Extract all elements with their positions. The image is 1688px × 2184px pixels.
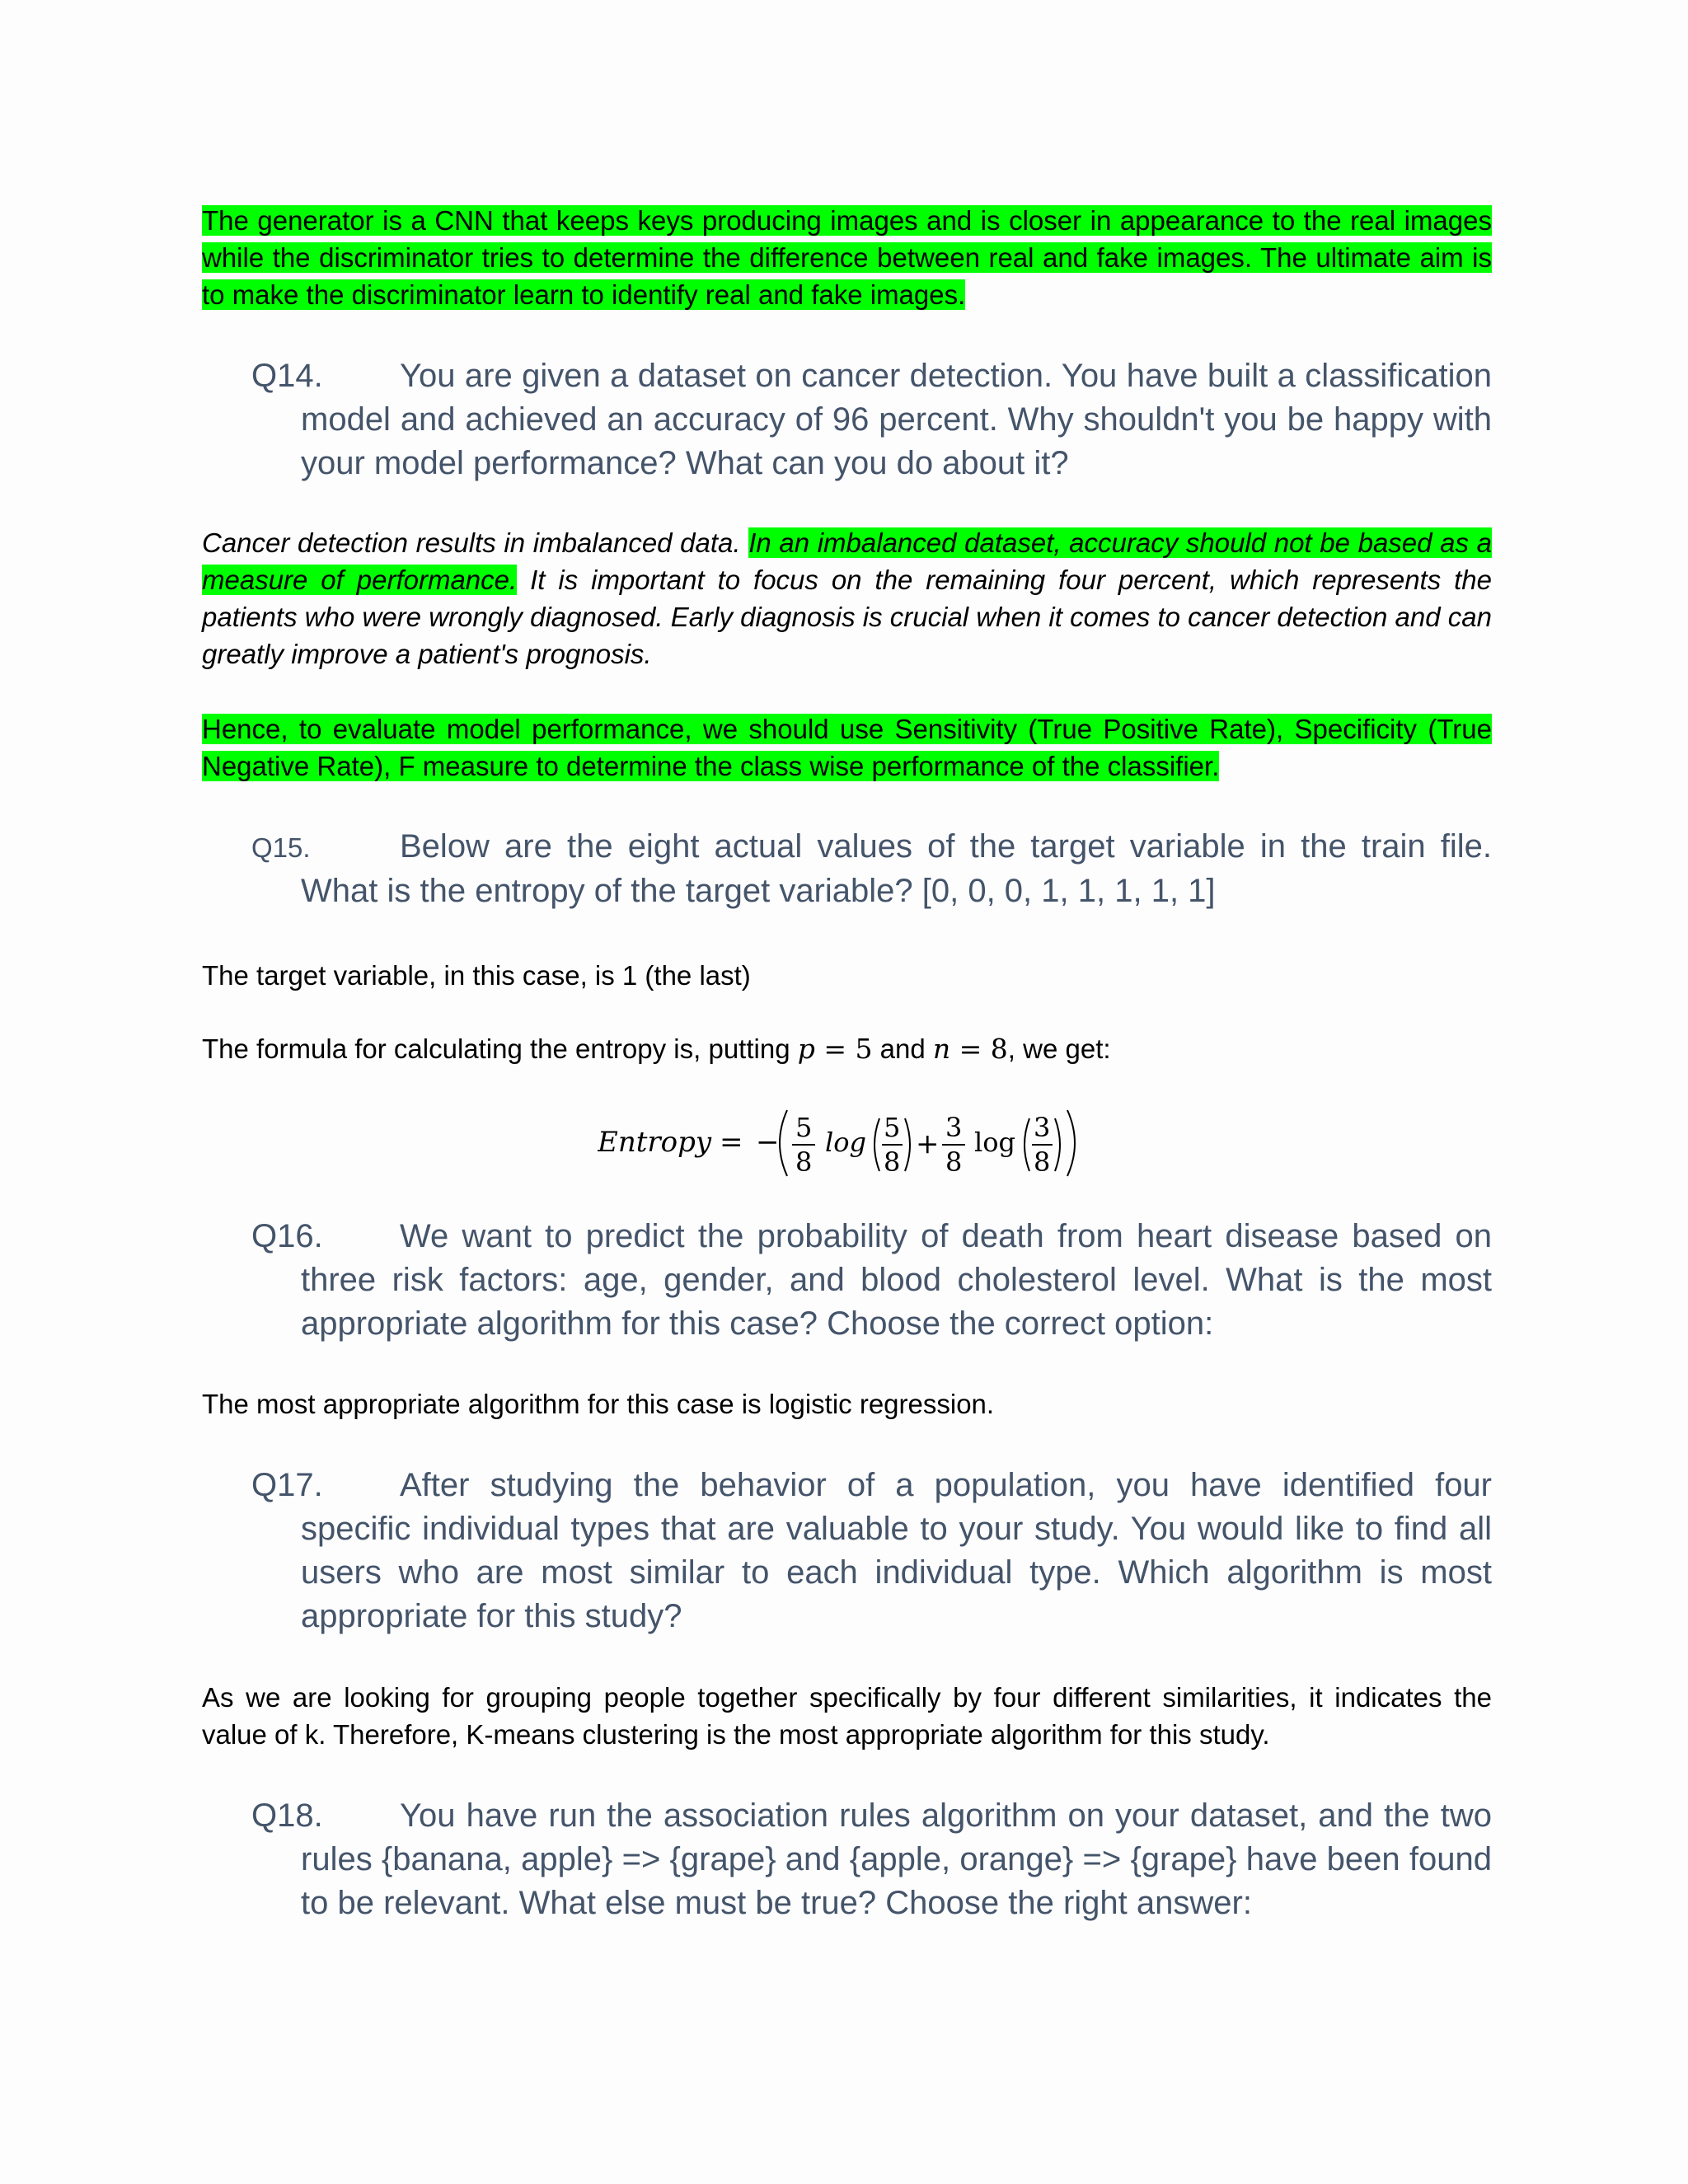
question-number: Q15. [251,832,311,863]
eq-frac2-num: 5 [884,1112,901,1143]
highlighted-text: Hence, to evaluate model performance, we should use Sensitivity (True Positive Rate), Specificity (True Negative Rate), F measure to determine the class wise performance of the classifier. [202,714,1492,781]
question-number: Q17. [251,1467,323,1503]
answer-text: Cancer detection results in imbalanced data. [202,527,749,558]
question-text: We want to predict the probability of death from heart disease based on three risk factors: age, gender, and blood cholesterol level. What is the most appropriate algorithm for this case? Choose the correct option: [301,1218,1492,1342]
eq-plus: + [916,1127,940,1160]
answer-15-formula-intro [202,1030,1492,1067]
question-text: You have run the association rules algorithm on your dataset, and the two rules {banana, apple} => {grape} and {apple, orange} => {grape} have been found to be relevant. What else must be true? Choose the right answer: [301,1797,1492,1921]
eq-frac3-den: 8 [945,1146,963,1178]
math-var-n: n [932,1033,951,1065]
answer-14-metrics [202,710,1492,785]
math-value: = 8 [950,1033,1008,1065]
answer-14-paragraph [202,524,1492,673]
question-16 [202,1215,1492,1346]
answer-15-line1: The target variable, in this case, is 1 (the last) [202,960,751,991]
eq-lhs: Entropy [598,1126,712,1159]
eq-paren [1055,1118,1060,1171]
question-17 [202,1464,1492,1638]
answer-16: The most appropriate algorithm for this case is logistic regression. [202,1389,995,1419]
eq-frac1-den: 8 [795,1146,813,1178]
eq-paren [1025,1118,1029,1171]
eq-log: log [825,1127,866,1158]
eq-paren-right [1067,1110,1075,1176]
text: and [872,1033,933,1064]
text: , we get: [1007,1033,1111,1064]
question-15 [202,825,1492,913]
eq-frac2-den: 8 [884,1146,901,1178]
eq-minus: − [756,1126,780,1159]
eq-log: log [974,1127,1015,1158]
math-value: = 5 [814,1033,873,1065]
question-14 [202,354,1492,485]
eq-paren-left [780,1110,787,1176]
answer-gan-paragraph [202,202,1492,313]
question-text: Below are the eight actual values of the target variable in the train file. What is the entropy of the target variable? [0, 0, 0, 1, 1, 1, 1, 1] [301,828,1492,909]
eq-paren [905,1118,910,1171]
question-text: After studying the behavior of a population, you have identified four specific individual types that are valuable to your study. You would like to find all users who are most similar to each individual type. Which algorithm is most appropriate for this study? [301,1467,1492,1634]
eq-frac1-num: 5 [795,1112,813,1143]
eq-equals: = [720,1126,743,1159]
eq-frac3-num: 3 [945,1112,963,1143]
eq-frac4-den: 8 [1034,1146,1051,1178]
entropy-equation [598,1100,1109,1183]
answer-17: As we are looking for grouping people together specifically by four different similarities, it indicates the value of k. Therefore, K-means clustering is the most appropriate algorithm for this study. [202,1682,1492,1750]
question-18 [202,1794,1492,1925]
text: The formula for calculating the entropy is, putting [202,1033,798,1064]
eq-frac4-num: 3 [1034,1112,1051,1143]
eq-paren [874,1118,879,1171]
question-number: Q14. [251,358,323,394]
question-text: You are given a dataset on cancer detection. You have built a classification model and achieved an accuracy of 96 percent. Why shouldn't you be happy with your model performance? What can you do about it? [301,358,1492,481]
question-number: Q16. [251,1218,323,1254]
question-number: Q18. [251,1797,323,1834]
answer-text: It is important to focus on the remaining four percent, which represents the patients who were wrongly diagnosed. Early diagnosis is crucial when it comes to cancer detection and can greatly improve a patient's prognosis. [202,565,1493,669]
highlighted-text: In an imbalanced dataset, accuracy should not be based as a measure of performance. [202,527,1493,595]
math-var-p: p [797,1033,815,1065]
highlighted-text: The generator is a CNN that keeps keys producing images and is closer in appearance to the real images while the discriminator tries to determine the difference between real and fake images. The ultimate aim is to make the discriminator learn to identify real and fake images. [202,205,1492,310]
